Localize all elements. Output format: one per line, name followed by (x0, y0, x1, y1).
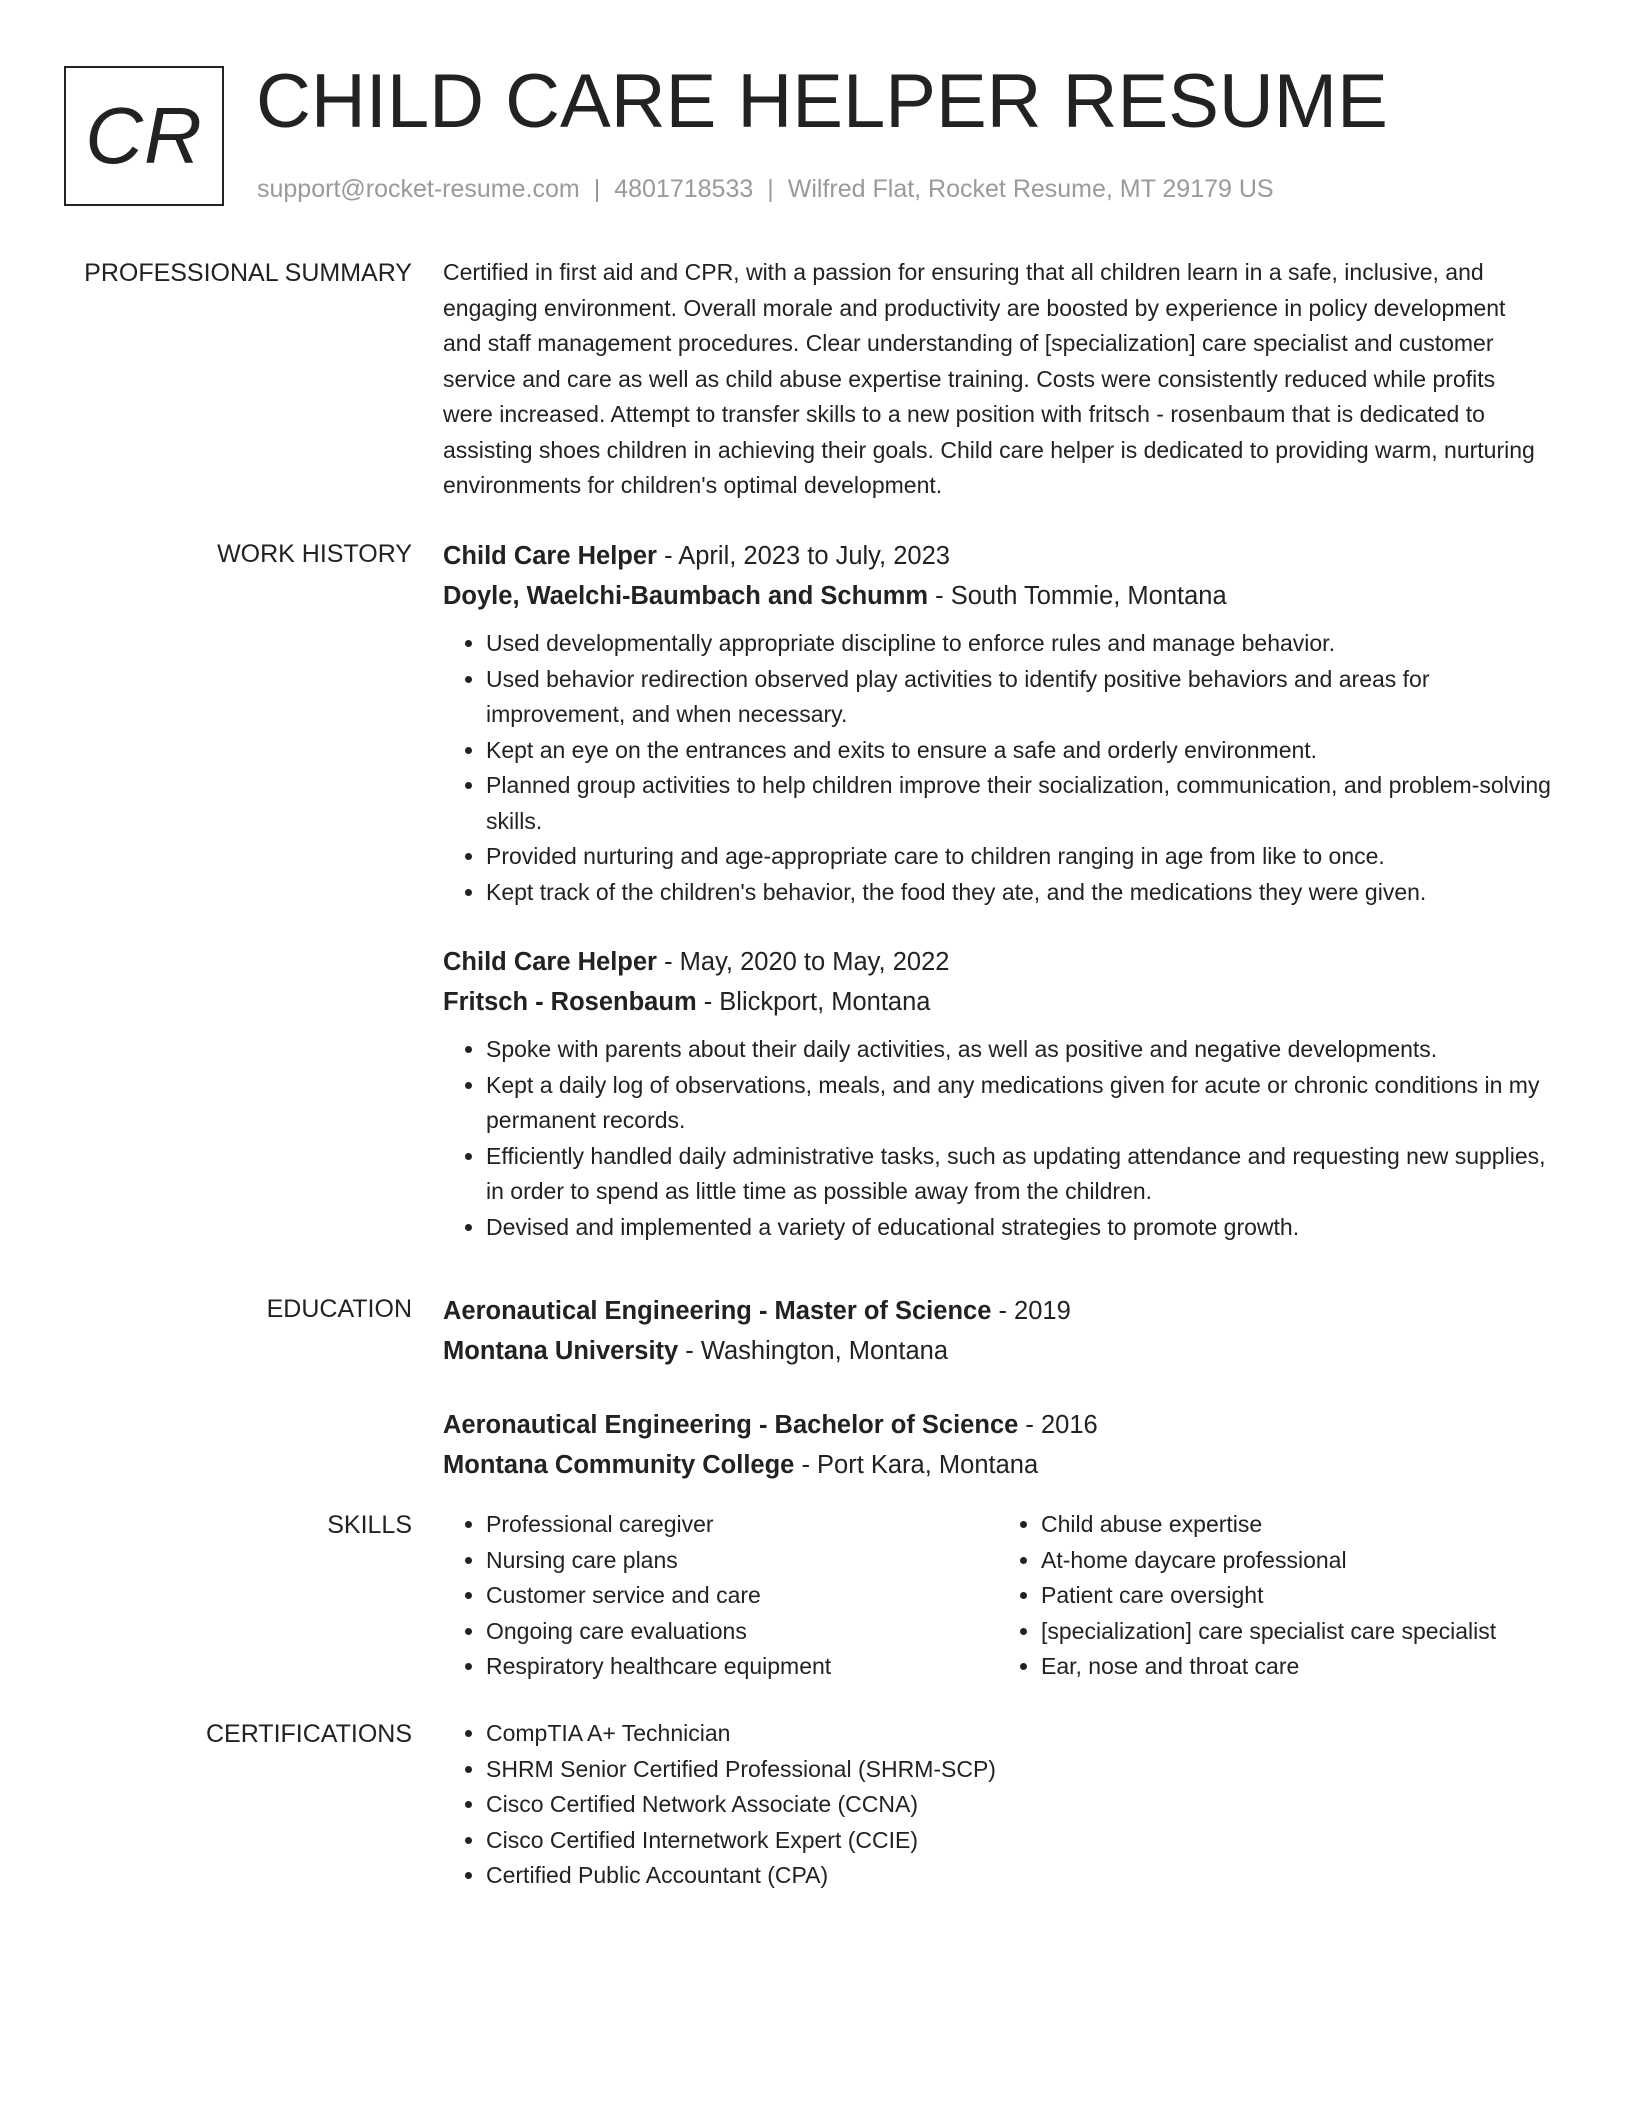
certification-item: • Cisco Certified Network Associate (CCNA) (486, 1787, 1553, 1823)
skill-item: • [specialization] care specialist care specialist (1041, 1614, 1553, 1650)
contact-line (257, 172, 1274, 206)
skill-item: • Customer service and care (486, 1578, 998, 1614)
skills-list-left (443, 1507, 998, 1685)
job-company-line (443, 576, 1553, 616)
degree-line (443, 1405, 1553, 1445)
degree-name: Aeronautical Engineering - Master of Science (443, 1297, 992, 1325)
skill-item: • Nursing care plans (486, 1543, 998, 1579)
job-title-line (443, 942, 1553, 982)
school-name: Montana Community College (443, 1451, 795, 1479)
education-entry (443, 1405, 1553, 1485)
contact-phone: 4801718533 (614, 175, 754, 203)
work-body (443, 536, 1553, 1245)
degree-year: - 2016 (1018, 1411, 1098, 1439)
skill-item: • At-home daycare professional (1041, 1543, 1553, 1579)
section-label-summary: PROFESSIONAL SUMMARY (84, 259, 412, 287)
skill-item: • Professional caregiver (486, 1507, 998, 1543)
certification-item: • Certified Public Accountant (CPA) (486, 1858, 1553, 1894)
job-dates: - April, 2023 to July, 2023 (656, 542, 950, 570)
education-body (443, 1291, 1553, 1485)
degree-name: Aeronautical Engineering - Bachelor of Science (443, 1411, 1019, 1439)
section-label-skills: SKILLS (327, 1511, 412, 1539)
job-dates: - May, 2020 to May, 2022 (656, 948, 950, 976)
job-entry (443, 942, 1553, 1245)
summary-body (443, 255, 1553, 504)
job-duty-item: • Kept a daily log of observations, meals, and any medications given for acute or chronic conditions in my permanent records. (486, 1068, 1553, 1139)
certifications-list (443, 1716, 1553, 1894)
degree-year: - 2019 (991, 1297, 1071, 1325)
skill-item: • Ongoing care evaluations (486, 1614, 998, 1650)
job-company-line (443, 982, 1553, 1022)
job-duty-item: • Spoke with parents about their daily activities, as well as positive and negative developments. (486, 1032, 1553, 1068)
job-title-line (443, 536, 1553, 576)
contact-separator: | (593, 175, 601, 203)
contact-separator: | (767, 175, 774, 203)
job-duty-item: • Devised and implemented a variety of educational strategies to promote growth. (486, 1210, 1553, 1246)
skill-item: • Respiratory healthcare equipment (486, 1649, 998, 1685)
job-duties-list (443, 1032, 1553, 1245)
job-title: Child Care Helper (443, 948, 657, 976)
degree-line (443, 1291, 1553, 1331)
job-duty-item: • Efficiently handled daily administrative tasks, such as updating attendance and requesting new supplies, in order to spend as little time as possible away from the children. (486, 1139, 1553, 1210)
monogram-logo: CR (64, 66, 224, 206)
skill-item: • Ear, nose and throat care (1041, 1649, 1553, 1685)
certification-item: • SHRM Senior Certified Professional (SHRM-SCP) (486, 1752, 1553, 1788)
job-duty-item: • Provided nurturing and age-appropriate care to children ranging in age from like to once. (486, 839, 1553, 875)
education-entry (443, 1291, 1553, 1371)
job-location: - Blickport, Montana (696, 988, 931, 1016)
job-title: Child Care Helper (443, 542, 657, 570)
section-label-work: WORK HISTORY (217, 540, 412, 568)
school-line (443, 1445, 1553, 1485)
contact-email: support@rocket-resume.com (257, 175, 580, 203)
certification-item: • Cisco Certified Internetwork Expert (CCIE) (486, 1823, 1553, 1859)
skills-list-right (998, 1507, 1553, 1685)
job-duty-item: • Used developmentally appropriate discipline to enforce rules and manage behavior. (486, 626, 1553, 662)
job-location: - South Tommie, Montana (928, 582, 1227, 610)
resume-title: CHILD CARE HELPER RESUME (256, 59, 1388, 144)
job-company: Doyle, Waelchi-Baumbach and Schumm (443, 582, 929, 610)
school-location: - Washington, Montana (678, 1337, 948, 1365)
certification-item: • CompTIA A+ Technician (486, 1716, 1553, 1752)
job-duty-item: • Used behavior redirection observed play activities to identify positive behaviors and areas for improvement, and when necessary. (486, 662, 1553, 733)
skills-grid (443, 1507, 1553, 1685)
job-duty-item: • Kept an eye on the entrances and exits to ensure a safe and orderly environment. (486, 733, 1553, 769)
school-line (443, 1331, 1553, 1371)
contact-address: Wilfred Flat, Rocket Resume, MT 29179 US (787, 175, 1274, 203)
job-company: Fritsch - Rosenbaum (443, 988, 697, 1016)
job-duty-item: • Kept track of the children's behavior, the food they ate, and the medications they were given. (486, 875, 1553, 911)
skills-body (443, 1507, 1553, 1685)
job-duties-list (443, 626, 1553, 910)
skill-item: • Patient care oversight (1041, 1578, 1553, 1614)
skill-item: • Child abuse expertise (1041, 1507, 1553, 1543)
job-duty-item: • Planned group activities to help children improve their socialization, communication, and problem-solving skills. (486, 768, 1553, 839)
certifications-body (443, 1716, 1553, 1894)
section-label-education: EDUCATION (266, 1295, 412, 1323)
job-entry (443, 536, 1553, 910)
school-location: - Port Kara, Montana (794, 1451, 1039, 1479)
summary-text: Certified in first aid and CPR, with a passion for ensuring that all children learn in a safe, inclusive, and engaging environment. Overall morale and productivity are boosted by experience in policy development and staff management procedures. Clear understanding of [specialization] care specialist and customer service and care as well as child abuse expertise training. Costs were consistently reduced while profits were increased. Attempt to transfer skills to a new position with fritsch - rosenbaum that is dedicated to assisting shoes children in achieving their goals. Child care helper is dedicated to providing warm, nurturing environments for children's optimal development. (443, 259, 1535, 498)
school-name: Montana University (443, 1337, 679, 1365)
section-label-certifications: CERTIFICATIONS (205, 1720, 412, 1748)
